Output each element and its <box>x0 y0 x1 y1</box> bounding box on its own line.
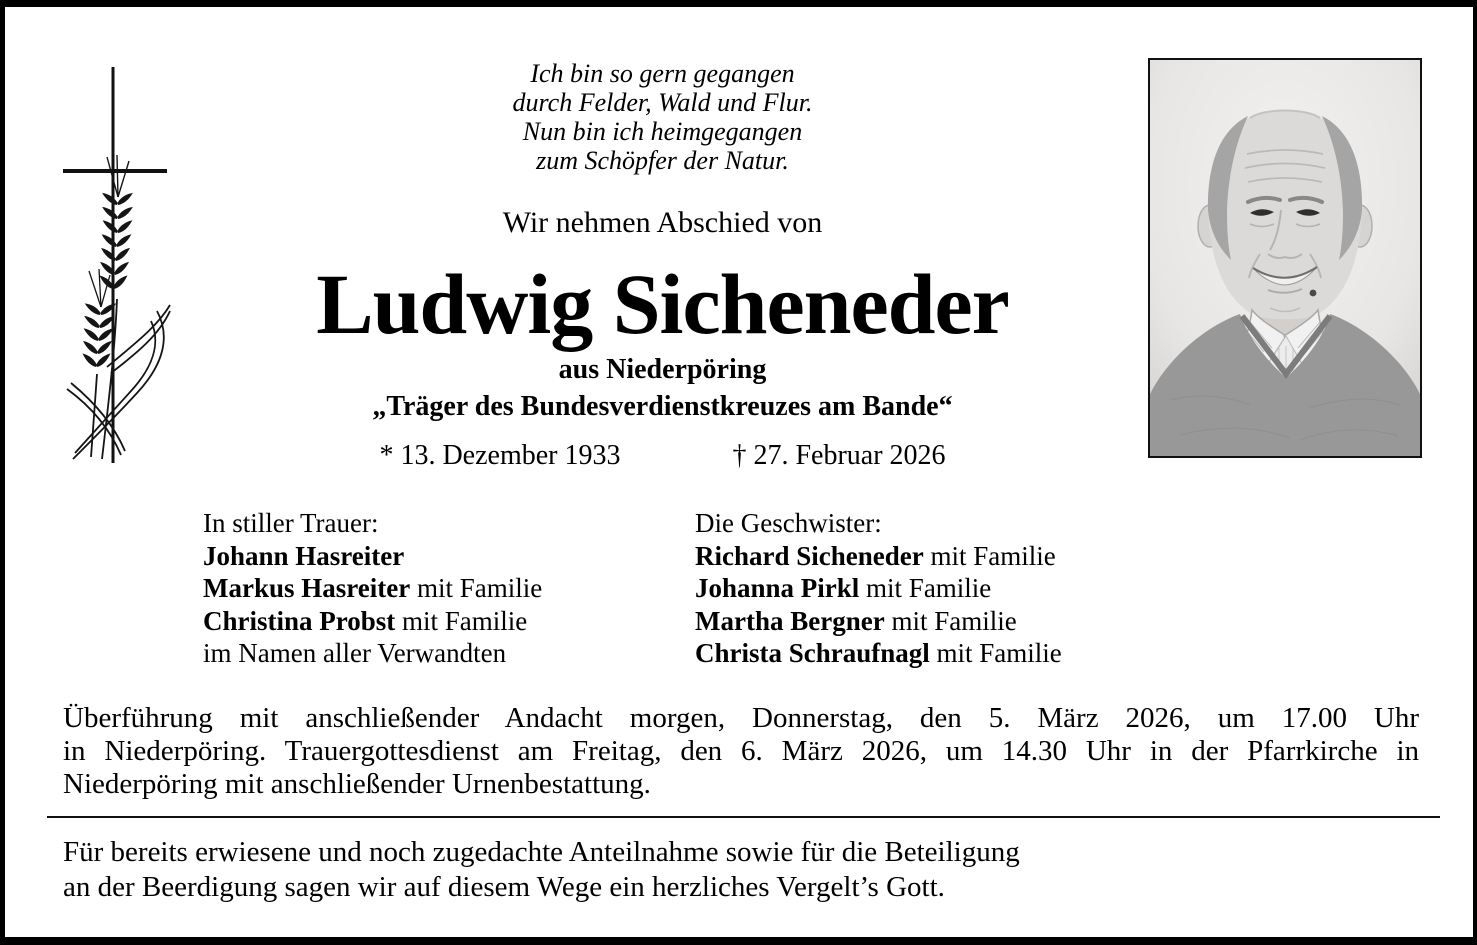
mourner-entry: Richard Sicheneder mit Familie <box>695 540 1056 571</box>
mourner-entry: Christina Probst mit Familie <box>203 605 528 636</box>
thanks-line: Für bereits erwiesene und noch zugedachte Anteilnahme sowie für die Beteiligung <box>63 836 1020 868</box>
mourners-right-header: Die Geschwister: <box>695 508 882 538</box>
mourners-left-header: In stiller Trauer: <box>203 508 379 538</box>
mourner-entry: Johanna Pirkl mit Familie <box>695 573 992 603</box>
funeral-notice-line: Niederpöring mit anschließender Urnenbestattung. <box>63 768 651 800</box>
poem-line: Nun bin ich heimgegangen <box>522 117 803 146</box>
cross-icon <box>55 59 175 469</box>
mourner-entry: Martha Bergner mit Familie <box>695 605 1017 636</box>
wheat-ears-icon <box>82 155 132 368</box>
thanks-line: an der Beerdigung sagen wir auf diesem Wege ein herzliches Vergelt’s Gott. <box>63 871 945 903</box>
portrait-illustration <box>1150 60 1420 456</box>
funeral-notice <box>63 702 1419 801</box>
death-date: † 27. Februar 2026 <box>732 440 946 471</box>
separator-line <box>47 816 1440 818</box>
honor-text: „Träger des Bundesverdienstkreuzes am Bande“ <box>372 391 953 422</box>
funeral-notice-line: in Niederpöring. Trauergottesdienst am Freitag, den 6. März 2026, um 14.30 Uhr in der Pfarrkirche in <box>63 735 1419 767</box>
poem-line: zum Schöpfer der Natur. <box>536 146 789 175</box>
mourner-entry: Johann Hasreiter <box>203 540 405 571</box>
poem <box>175 59 1150 175</box>
intro-text: Wir nehmen Abschied von <box>502 206 823 239</box>
mourner-entry: im Namen aller Verwandten <box>203 638 507 668</box>
funeral-notice-line: Überführung mit anschließender Andacht morgen, Donnerstag, den 5. März 2026, um 17.00 Uhr <box>63 702 1419 734</box>
life-dates <box>175 440 1150 472</box>
deceased-name: Ludwig Sicheneder <box>316 256 1009 352</box>
cross-and-wheat-art <box>55 59 175 469</box>
mourners-section <box>203 507 1062 670</box>
mourners-left-column <box>203 507 695 670</box>
origin-text: aus Niederpöring <box>558 354 767 385</box>
mourner-entry: Christa Schraufnagl mit Familie <box>695 638 1062 668</box>
poem-line: Ich bin so gern gegangen <box>530 59 795 88</box>
center-column <box>175 7 1150 472</box>
poem-line: durch Felder, Wald und Flur. <box>512 88 813 117</box>
thanks-text <box>63 835 1423 905</box>
mourner-entry: Markus Hasreiter mit Familie <box>203 573 543 603</box>
mourners-right-column <box>695 507 1062 670</box>
portrait-photo <box>1148 58 1422 458</box>
birth-date: * 13. Dezember 1933 <box>379 440 621 471</box>
